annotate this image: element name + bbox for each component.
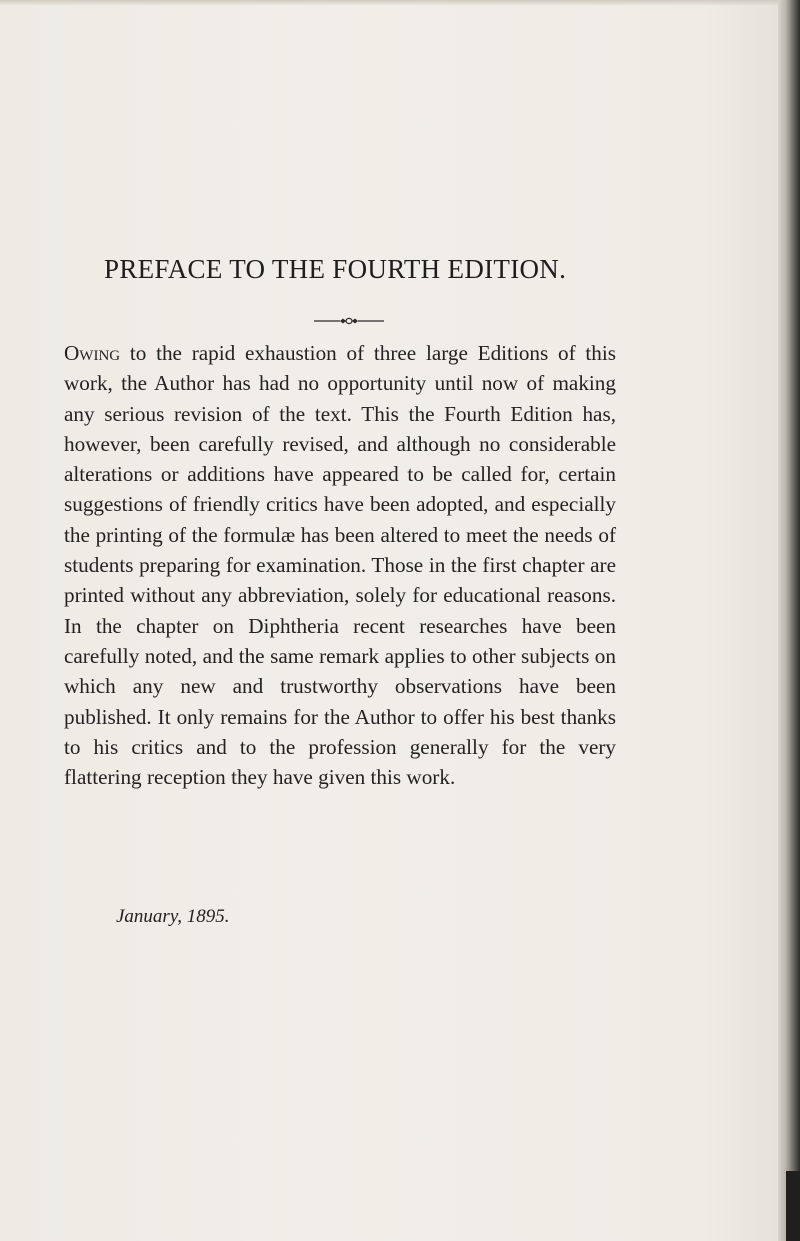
book-spine-edge: [778, 0, 800, 1241]
dateline: January, 1895.: [116, 906, 230, 927]
page-top-shadow: [0, 0, 800, 6]
book-spine-corner: [786, 1171, 800, 1241]
page-title: PREFACE TO THE FOURTH EDITION.: [104, 254, 567, 284]
ornament-rule-icon: [314, 316, 384, 326]
lead-word: Owing: [64, 341, 121, 365]
preface-text: to the rapid exhaustion of three large Editions of this work, the Author has had no opportunity until now of making any serious revision of the text. This the Fourth Edition has, however, been carefully revised, and although no considerable alterations or additions have appeared to be called for, certain suggestions of friendly critics have been adopted, and especially the printing of the formulæ has been altered to meet the needs of students preparing for examination. Those in the first chapter are printed without any abbreviation, solely for educational reasons. In the chapter on Diphtheria recent researches have been carefully noted, and the same remark applies to other subjects on which any new and trustworthy observations have been published. It only remains for the Author to offer his best thanks to his critics and to the profession generally for the very flattering reception they have given this work.: [64, 341, 616, 790]
preface-paragraph: [64, 338, 616, 792]
